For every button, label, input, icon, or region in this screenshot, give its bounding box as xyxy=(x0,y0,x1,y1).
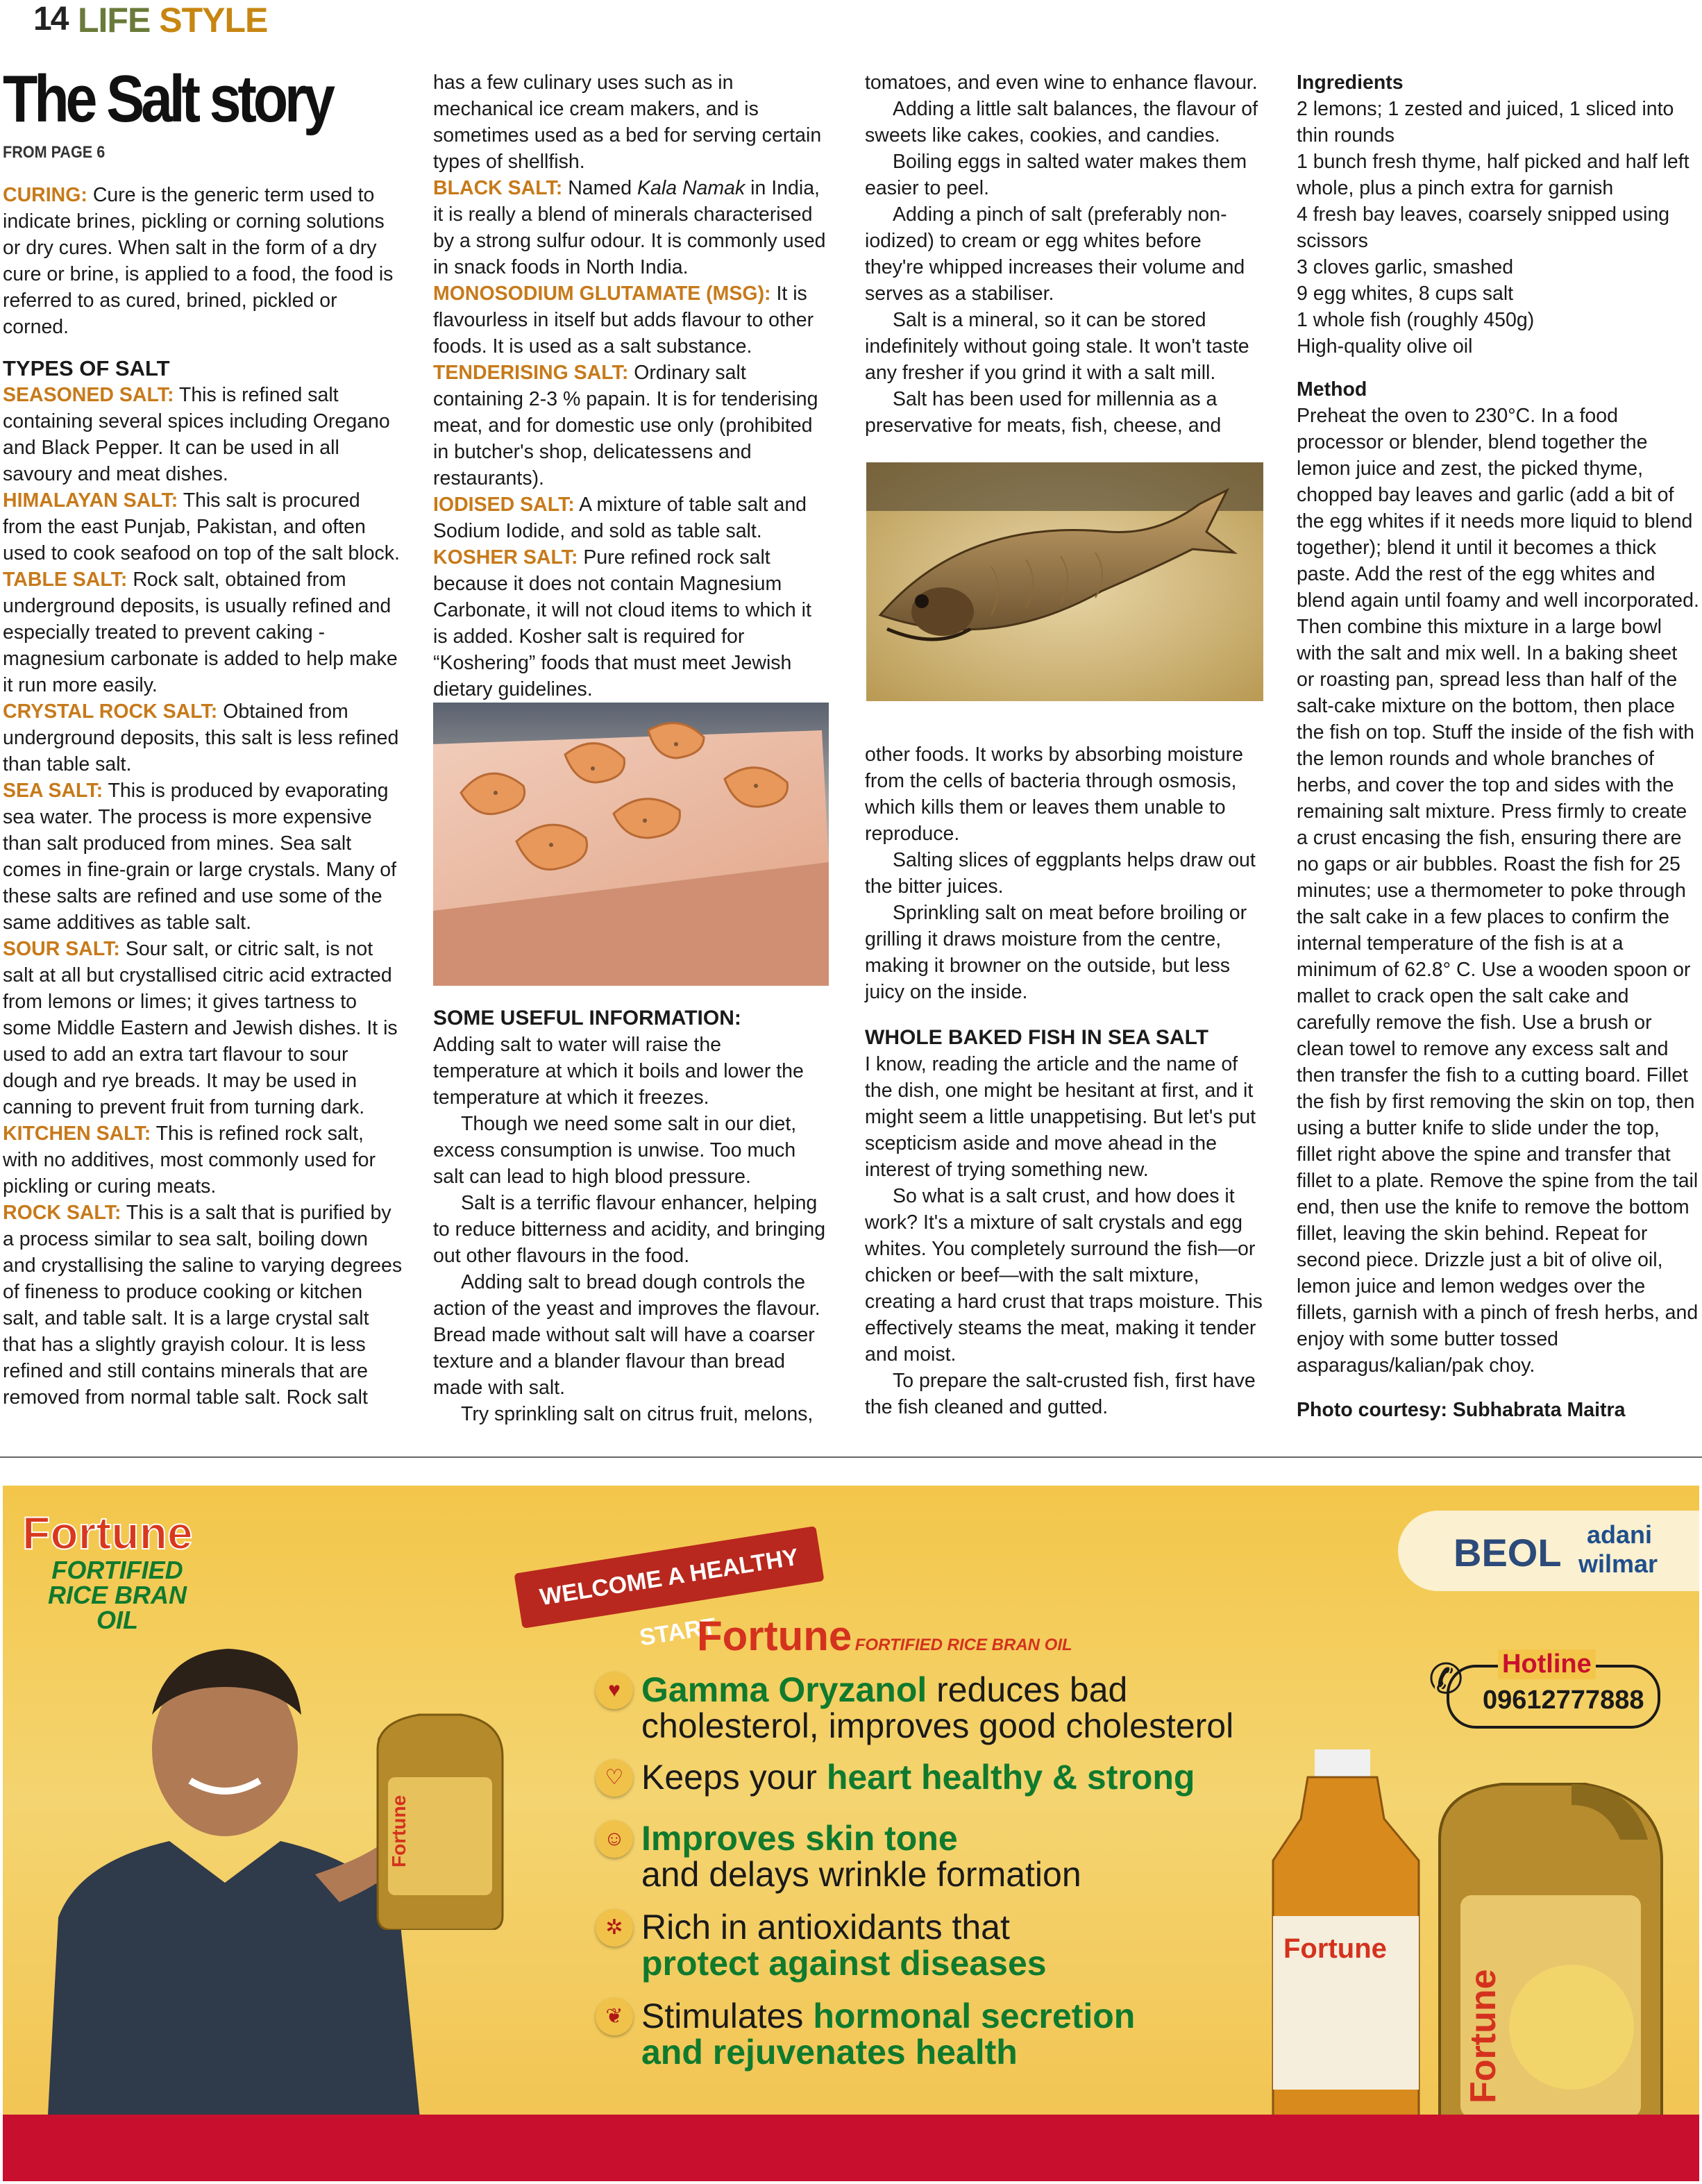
feature-4-green: protect against diseases xyxy=(641,1944,1047,1983)
himalayan-term: HIMALAYAN SALT: xyxy=(3,489,178,512)
feature-5-green: hormonal secretion xyxy=(813,1997,1136,2035)
section-style: STYLE xyxy=(159,1,268,40)
recipe-column xyxy=(1297,69,1699,1423)
col3-paragraph-1: tomatoes, and even wine to enhance flavour. xyxy=(865,72,1258,94)
curing-paragraph xyxy=(3,182,403,340)
beol-logo: BEOL xyxy=(1454,1531,1562,1574)
section-title xyxy=(78,0,267,40)
feature-5-pre: Stimulates xyxy=(641,1997,814,2035)
iodised-text: A mixture of table salt and Sodium Iodide, and sold as table salt. xyxy=(433,494,807,542)
article-column-3-top xyxy=(865,69,1265,439)
hotline-box xyxy=(1429,1649,1660,1729)
black-pre: Named xyxy=(568,177,637,199)
useful-information-section xyxy=(433,1005,830,1427)
feature-1-rest: reduces bad xyxy=(927,1670,1128,1709)
from-page-note: FROM PAGE 6 xyxy=(3,143,106,162)
method-heading: Method xyxy=(1297,378,1367,401)
heart-icon: ♥ xyxy=(596,1672,633,1709)
info-paragraph-4: Adding salt to bread dough controls the action of the yeast and improves the flavour. Bread made without salt will have a coarser texture and a blander flavour than bread made with salt. xyxy=(433,1271,820,1399)
info-paragraph-2: Though we need some salt in our diet, excess consumption is unwise. Too much salt can lead to high blood pressure. xyxy=(433,1113,797,1188)
table-term: TABLE SALT: xyxy=(3,569,128,591)
rock-text: This is a salt that is purified by a process similar to sea salt, boiling down and crystallising the saline to varying degrees of fineness to produce cooking or kitchen salt, and table salt. It is a large crystal salt that has a slightly grayish colour. It is less refined and still contains minerals that are removed from normal table salt. Rock salt xyxy=(3,1202,403,1409)
ingredients-heading: Ingredients xyxy=(1297,72,1404,94)
brand-mid-product: FORTIFIED RICE BRAN OIL xyxy=(854,1636,1072,1654)
info-paragraph-5: Try sprinkling salt on citrus fruit, melons, xyxy=(461,1403,814,1425)
svg-text:Fortune: Fortune xyxy=(388,1795,410,1867)
article-column-1 xyxy=(3,182,403,1411)
crystal-term: CRYSTAL ROCK SALT: xyxy=(3,700,218,723)
sea-text: This is produced by evaporating sea water. The process is more expensive than salt produced from mines. Sea salt comes in fine-grain or large crystals. Many of these salts are refined and use some of the same additives as table salt. xyxy=(3,780,397,934)
feature-1-line2: cholesterol, improves good cholesterol xyxy=(641,1706,1234,1745)
oil-jar-illustration xyxy=(364,1708,523,1930)
fish-paragraph-2: So what is a salt crust, and how does it work? It's a mixture of salt crystals and egg whites. You completely surround the fish—or chicken or beef—with the salt mixture, creating a hard crust that traps moisture. This effectively steams the meat, making it tender and moist. xyxy=(865,1185,1263,1366)
rock-salt-continued: has a few culinary uses such as in mechanical ice cream makers, and is sometimes used as a bed for serving certain types of shellfish. xyxy=(433,72,822,173)
feature-1-green: Gamma Oryzanol xyxy=(641,1670,927,1709)
feature-4-line1: Rich in antioxidants that xyxy=(641,1908,1010,1947)
wilmar-logo: wilmar xyxy=(1578,1549,1658,1578)
table-text: Rock salt, obtained from underground deposits, is usually refined and especially treated to prevent caking - magnesium carbonate is added to help make it run more easily. xyxy=(3,569,398,696)
hotline-number: 09612777888 xyxy=(1483,1686,1644,1715)
fish-paragraph-1: I know, reading the article and the name of the dish, one might be hesitant at first, and it might seem a little unappetising. But let's put scepticism aside and move ahead in the interest of trying something new. xyxy=(865,1053,1256,1181)
baked-fish-photo xyxy=(866,462,1263,701)
hotline-label: Hotline xyxy=(1498,1649,1596,1679)
kosher-text: Pure refined rock salt because it does not contain Magnesium Carbonate, it will not cloud items to which it is added. Kosher salt is required for “Koshering” foods that must meet Jewish dietary guidelines. xyxy=(433,546,811,700)
fish-illustration xyxy=(866,462,1263,701)
ingredient-item: 1 bunch fresh thyme, half picked and half left whole, plus a pinch extra for garnish xyxy=(1297,151,1690,199)
feature-5 xyxy=(605,1997,1136,2072)
kitchen-paragraph xyxy=(3,1120,403,1200)
col3-paragraph-7: other foods. It works by absorbing moisture from the cells of bacteria through osmosis, which kills them or leaves them unable to reproduce. xyxy=(865,744,1243,845)
col3-paragraph-6: Salt has been used for millennia as a preservative for meats, fish, cheese, and xyxy=(865,388,1222,437)
kitchen-text: This is refined rock salt, with no additives, most commonly used for pickling or curing meats. xyxy=(3,1123,376,1198)
fish-recipe-heading: WHOLE BAKED FISH IN SEA SALT xyxy=(865,1026,1208,1049)
black-term: BLACK SALT: xyxy=(433,177,563,199)
sour-paragraph xyxy=(3,936,403,1120)
curing-text: Cure is the generic term used to indicate brines, pickling or corning solutions or dry cures. When salt in the form of a dry cure or brine, is applied to a food, the food is referred to as cured, brined, pickled or corned. xyxy=(3,184,394,338)
crystal-paragraph xyxy=(3,698,403,778)
info-heading: SOME USEFUL INFORMATION: xyxy=(433,1007,741,1030)
kosher-paragraph xyxy=(433,544,830,703)
types-heading: TYPES OF SALT xyxy=(3,356,170,380)
page-number: 14 xyxy=(33,1,68,37)
col3-paragraph-9: Sprinkling salt on meat before broiling or grilling it draws moisture from the centre, making it browner on the outside, but less juicy on the inside. xyxy=(865,902,1247,1003)
curing-term: CURING: xyxy=(3,184,87,206)
tenderising-text: Ordinary salt containing 2-3 % papain. It is for tenderising meat, and for domestic use only (prohibited in butcher's shop, delicatessens and restaurants). xyxy=(433,362,818,489)
adani-logo: adani xyxy=(1587,1520,1653,1549)
fish-paragraph-3: To prepare the salt-crusted fish, first have the fish cleaned and gutted. xyxy=(865,1370,1256,1418)
info-paragraph-1: Adding salt to water will raise the temperature at which it boils and lower the temperature at which it freezes. xyxy=(433,1034,804,1109)
feature-3 xyxy=(603,1819,1081,1894)
section-life: LIFE xyxy=(78,1,151,40)
black-paragraph xyxy=(433,175,830,280)
ingredient-item: 3 cloves garlic, smashed xyxy=(1297,256,1514,278)
col3-paragraph-8: Salting slices of eggplants helps draw out the bitter juices. xyxy=(865,849,1256,898)
leaf-icon: ❦ xyxy=(596,1998,633,2035)
article-column-2 xyxy=(433,69,830,703)
col3-paragraph-3: Boiling eggs in salted water makes them easier to peel. xyxy=(865,151,1247,199)
shrimp-illustration xyxy=(433,703,829,986)
company-logos xyxy=(1398,1511,1699,1591)
feature-4 xyxy=(605,1908,1047,1983)
col3-paragraph-2: Adding a little salt balances, the flavour of sweets like cakes, cookies, and candies. xyxy=(865,98,1258,146)
brand-mid-name: Fortune xyxy=(697,1613,852,1659)
rock-paragraph xyxy=(3,1200,403,1411)
ingredient-item: High-quality olive oil xyxy=(1297,335,1473,358)
ad-bottom-band xyxy=(3,2115,1699,2181)
tenderising-term: TENDERISING SALT: xyxy=(433,362,629,384)
kitchen-term: KITCHEN SALT: xyxy=(3,1123,151,1145)
ingredient-item: 2 lemons; 1 zested and juiced, 1 sliced into thin rounds xyxy=(1297,98,1674,146)
heart-outline-icon: ♡ xyxy=(596,1759,633,1797)
feature-3-line2: and delays wrinkle formation xyxy=(641,1855,1081,1894)
msg-term: MONOSODIUM GLUTAMATE (MSG): xyxy=(433,283,771,305)
col3-paragraph-5: Salt is a mineral, so it can be stored indefinitely without going stale. It won't taste any fresher if you grind it with a salt mill. xyxy=(865,309,1249,384)
bottle-label-1: Fortune xyxy=(1283,1933,1387,1964)
iodised-term: IODISED SALT: xyxy=(433,494,575,516)
black-text: in India, it is really a blend of minerals characterised by a strong sulfur odour. It is commonly used in snack foods in North India. xyxy=(433,177,826,278)
msg-text: It is flavourless in itself but adds flavour to other foods. It is used as a salt substance. xyxy=(433,283,814,358)
ad-product-top: FORTIFIED RICE BRAN OIL xyxy=(47,1556,187,1634)
oil-bottle-illustration xyxy=(1259,1749,1433,2138)
page-header xyxy=(0,0,1702,42)
ingredient-item: 1 whole fish (roughly 450g) xyxy=(1297,309,1535,331)
ingredient-item: 9 egg whites, 8 cups salt xyxy=(1297,283,1514,305)
iodised-paragraph xyxy=(433,492,830,544)
shrimp-on-salt-block-photo xyxy=(433,703,829,986)
seasoned-term: SEASONED SALT: xyxy=(3,384,174,406)
feature-1 xyxy=(608,1670,1234,1745)
ad-brand-mid xyxy=(697,1612,1072,1660)
article-column-3-bottom xyxy=(865,741,1265,1420)
photo-credit: Photo courtesy: Subhabrata Maitra xyxy=(1297,1399,1626,1421)
feature-2-green: heart healthy & strong xyxy=(826,1758,1195,1797)
sea-paragraph xyxy=(3,778,403,936)
col3-paragraph-4: Adding a pinch of salt (preferably non-iodized) to cream or egg whites before they're whipped increases their volume and serves as a stabiliser. xyxy=(865,203,1245,305)
fortune-advertisement xyxy=(3,1486,1699,2181)
kosher-term: KOSHER SALT: xyxy=(433,546,578,569)
himalayan-paragraph xyxy=(3,487,403,566)
seasoned-paragraph xyxy=(3,382,403,487)
phone-icon: ✆ xyxy=(1429,1656,1464,1702)
face-icon: ☺ xyxy=(596,1820,633,1858)
sour-text: Sour salt, or citric salt, is not salt at all but crystallised citric acid extracted from lemons or limes; it gives tartness to some Middle Eastern and Jewish dishes. It is used to add an extra tart flavour to sour dough and rye breads. It may be used in canning to prevent fruit from turning dark. xyxy=(3,938,398,1118)
himalayan-text: This salt is procured from the east Punjab, Pakistan, and often used to cook seafood on top of the salt block. xyxy=(3,489,400,564)
molecule-icon: ✲ xyxy=(596,1909,633,1947)
bottle-label-2: Fortune xyxy=(1463,1969,1503,2103)
oil-can-illustration xyxy=(1412,1777,1696,2152)
sour-term: SOUR SALT: xyxy=(3,938,120,960)
method-text: Preheat the oven to 230°C. In a food processor or blender, blend together the lemon juice and zest, the picked thyme, chopped bay leaves and garlic (add a bit of the egg whites if it needs more liquid to blend together); blend it until it becomes a thick paste. Add the rest of the egg whites and blend again until foamy and well incorporated. Then combine this mixture in a large bowl with the salt and mix well. In a baking sheet or roasting pan, spread less than half of the salt-cake mixture on the bottom, then place the fish on top. Stuff the inside of the fish with the lemon rounds and whole branches of herbs, and cover the top and sides with the remaining salt mixture. Press firmly to create a crust encasing the fish, ensuring there are no gaps or air bubbles. Roast the fish for 25 minutes; use a thermometer to poke through the salt cake in a few places to confirm the internal temperature of the fish is at a minimum of 62.8° C. Use a wooden spoon or mallet to crack open the salt cake and carefully remove the fish. Use a brush or clean towel to remove any excess salt and then transfer the fish to a cutting board. Fillet the fish by first removing the skin on top, then using a butter knife to slide under the top, fillet right above the spine and transfer that fillet to a plate. Remove the spine from the tail end, then use the knife to remove the bottom fillet, leaving the skin behind. Repeat for second piece. Drizzle just a bit of olive oil, lemon juice and lemon wedges over the fillets, garnish with a pinch of fresh herbs, and enjoy with some butter tossed asparagus/kalian/pak choy. xyxy=(1297,405,1699,1377)
seasoned-text: This is refined salt containing several spices including Oregano and Black Pepper. It can be used in all savoury and meat dishes. xyxy=(3,384,390,485)
rock-term: ROCK SALT: xyxy=(3,1202,121,1224)
msg-paragraph xyxy=(433,280,830,360)
table-paragraph xyxy=(3,566,403,698)
ad-brand-top: Fortune xyxy=(22,1507,193,1559)
ribbon-text: WELCOME A HEALTHY START xyxy=(538,1543,800,1652)
article-title: The Salt story xyxy=(3,62,332,136)
ingredient-item: 4 fresh bay leaves, coarsely snipped using scissors xyxy=(1297,203,1670,252)
feature-5-line2: and rejuvenates health xyxy=(641,2033,1018,2072)
ad-divider xyxy=(0,1456,1702,1458)
feature-3-green: Improves skin tone xyxy=(641,1819,958,1858)
feature-2-pre: Keeps your xyxy=(641,1758,827,1797)
black-italic: Kala Namak xyxy=(637,177,745,199)
feature-2 xyxy=(605,1758,1195,1797)
info-paragraph-3: Salt is a terrific flavour enhancer, helping to reduce bitterness and acidity, and bringing out other flavours in the food. xyxy=(433,1192,826,1267)
tenderising-paragraph xyxy=(433,360,830,492)
crystal-text: Obtained from underground deposits, this salt is less refined than table salt. xyxy=(3,700,399,775)
sea-term: SEA SALT: xyxy=(3,780,103,802)
